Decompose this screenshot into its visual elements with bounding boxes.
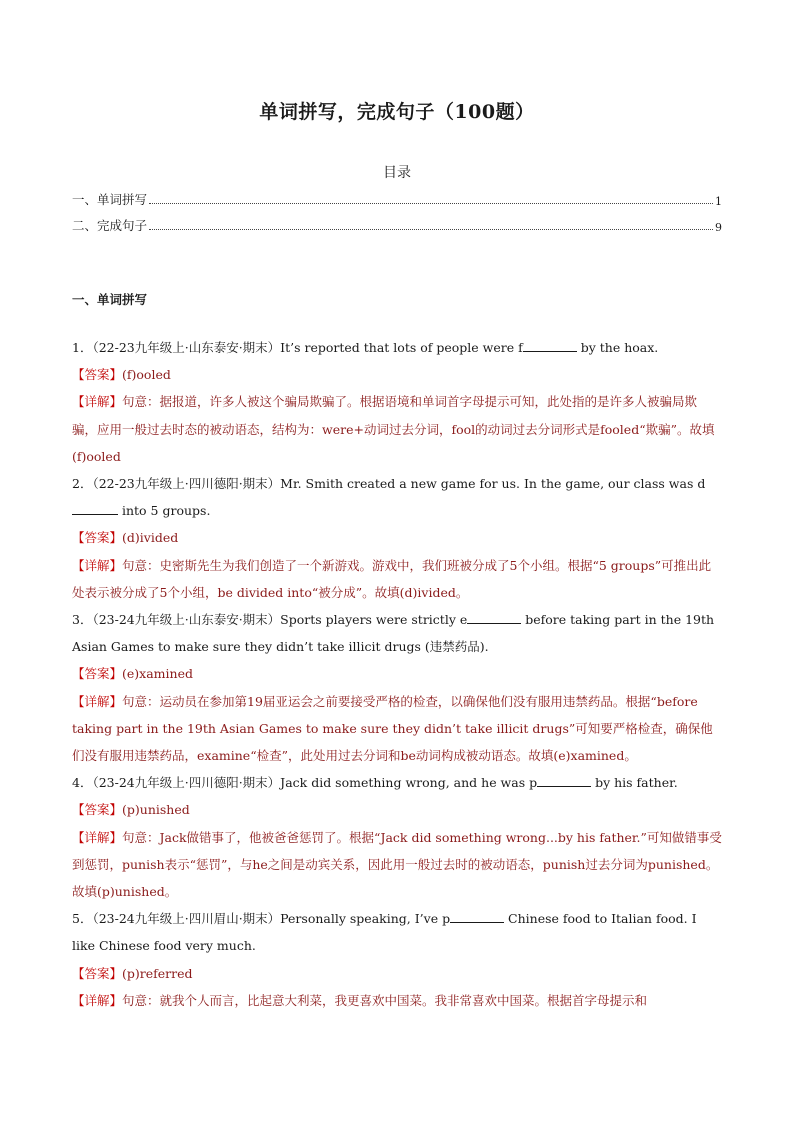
answer-label: 【答案】 [72, 530, 123, 546]
answer-line [72, 796, 722, 823]
answer-value: (e)xamined [122, 666, 193, 682]
toc-leader-dots [149, 202, 713, 204]
detail-label: 【详解】 [72, 394, 123, 410]
answer-value: (f)ooled [122, 367, 171, 383]
toc-item-complete-sentences[interactable] [72, 216, 722, 234]
answer-label: 【答案】 [72, 965, 123, 981]
detail-text: 句意：据报道，许多人被这个骗局欺骗了。根据语境和单词首字母提示可知，此处指的是许多人被骗局欺骗，应用一般过去时态的被动语态，结构为：were+动词过去分词，fool的动词过去分词形式是fooled“欺骗”。故填(f)ooled [72, 394, 715, 464]
detail-text: 句意：运动员在参加第19届亚运会之前要接受严格的检查，以确保他们没有服用违禁药品。根据“before taking part in the 19th Asian Games to make sure they didn’t take illicit drugs”可知要严格检查，确保他们没有服用违禁药品，examine“检查”，此处用过去分词和be动词构成被动语态。故填(e)xamined。 [72, 693, 713, 764]
question-text: 3．（23-24九年级上·山东泰安·期末）Sports players were strictly e before taking part in the 19th Asian Games to make sure they didn’t take illicit drugs (违禁药品). [72, 612, 715, 655]
answer-blank [537, 774, 591, 787]
answer-line [72, 524, 722, 551]
detail-paragraph [72, 552, 722, 606]
question-text: 2．（22-23九年级上·四川德阳·期末）Mr. Smith created a new game for us. In the game, our class was d into 5 groups. [72, 476, 706, 519]
question-text: 1．（22-23九年级上·山东泰安·期末）It’s reported that lots of people were f by the hoax. [72, 340, 659, 355]
toc-item-page: 9 [715, 221, 722, 234]
answer-label: 【答案】 [72, 802, 123, 818]
answer-blank [523, 339, 577, 352]
answer-label: 【答案】 [72, 367, 123, 383]
detail-paragraph [72, 987, 722, 1014]
question-text: 5．（23-24九年级上·四川眉山·期末）Personally speaking, I’ve p Chinese food to Italian food. I like Chinese food very much. [72, 911, 697, 954]
answer-value: (p)referred [122, 965, 193, 981]
answer-label: 【答案】 [72, 666, 123, 682]
detail-label: 【详解】 [72, 693, 123, 709]
toc-item-page: 1 [715, 195, 722, 208]
detail-label: 【详解】 [72, 829, 123, 845]
answer-line [72, 660, 722, 687]
detail-paragraph [72, 388, 722, 470]
page-title: 单词拼写，完成句子（100题） [259, 101, 535, 123]
toc-item-label: 一、单词拼写 [72, 192, 148, 207]
section-heading: 一、单词拼写 [72, 292, 148, 307]
detail-text: 句意：Jack做错事了，他被爸爸惩罚了。根据“Jack did something wrong...by his father.”可知做错事受到惩罚，punish表示“惩罚”，与he之间是动宾关系，因此用一般过去时的被动语态，punish过去分词为punished。故填(p)unished。 [72, 829, 722, 900]
answer-blank [72, 502, 118, 515]
detail-paragraph [72, 824, 722, 906]
toc-heading: 目录 [383, 165, 411, 181]
answer-blank [450, 910, 504, 923]
answer-value: (d)ivided [122, 530, 179, 546]
detail-paragraph [72, 688, 722, 770]
detail-label: 【详解】 [72, 557, 123, 573]
answer-blank [467, 611, 521, 624]
answer-line [72, 960, 722, 987]
toc-item-word-spelling[interactable] [72, 190, 722, 208]
detail-label: 【详解】 [72, 992, 123, 1008]
detail-text: 句意：就我个人而言，比起意大利菜，我更喜欢中国菜。我非常喜欢中国菜。根据首字母提示和 [122, 992, 648, 1008]
detail-text: 句意：史密斯先生为我们创造了一个新游戏。游戏中，我们班被分成了5个小组。根据“5 groups”可推出此处表示被分成了5个小组，be divided into“被分成”。故填(d)ivided。 [72, 557, 712, 600]
question-list [72, 334, 722, 1014]
toc-item-label: 二、完成句子 [72, 218, 148, 233]
toc-leader-dots [149, 228, 713, 230]
answer-line [72, 361, 722, 388]
answer-value: (p)unished [122, 802, 190, 818]
question-text: 4．（23-24九年级上·四川德阳·期末）Jack did something wrong, and he was p by his father. [72, 775, 678, 791]
